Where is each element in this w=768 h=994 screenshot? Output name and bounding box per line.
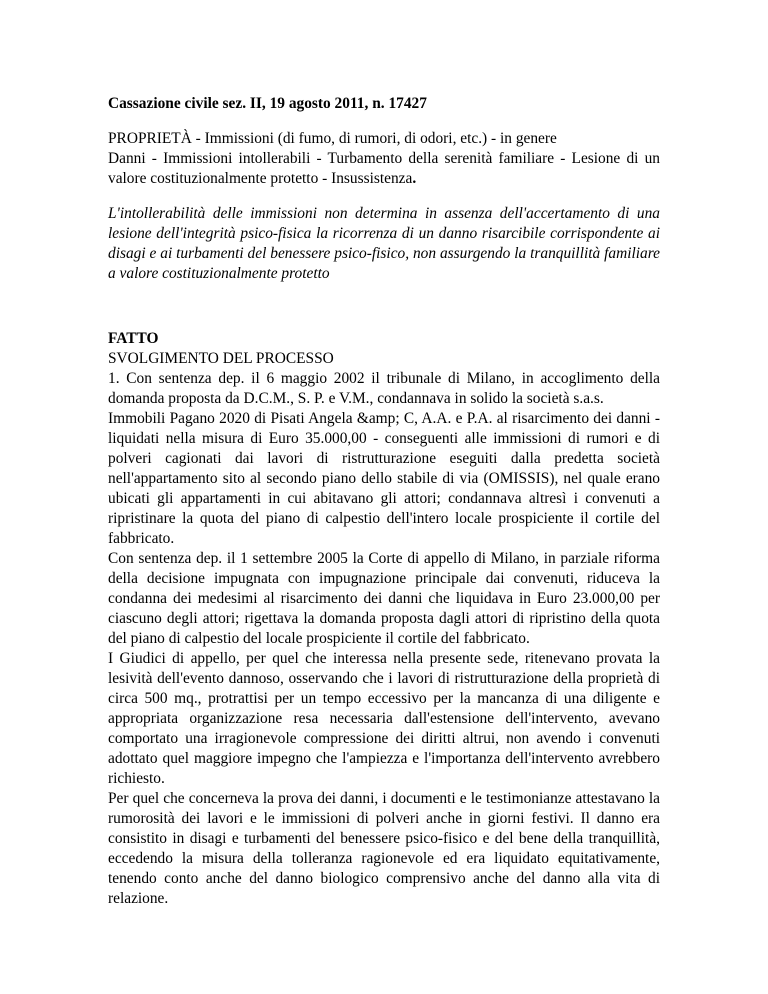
document-page bbox=[108, 94, 660, 909]
classification-line-1: PROPRIETÀ - Immissioni (di fumo, di rumori, di odori, etc.) - in genere bbox=[108, 130, 557, 147]
classification-line-2-period: . bbox=[412, 170, 417, 187]
classification-block bbox=[108, 129, 660, 189]
classification-line-2-text: Danni - Immissioni intollerabili - Turbamento della serenità familiare - Lesione di un valore costituzionalmente protetto - Insussistenza bbox=[108, 150, 660, 187]
paragraph: I Giudici di appello, per quel che interessa nella presente sede, ritenevano provata la lesività dell'evento dannoso, osservando che i lavori di ristrutturazione della proprietà di circa 500 mq., protrattisi per un tempo eccessivo per la mancanza di una diligente e appropriata organizzazione resa necessaria dall'estensione dell'intervento, avevano comportato una irragionevole compressione dei diritti altrui, non avendo i convenuti adottato quel maggiore impegno che l'ampiezza e l'importanza dell'intervento avrebbero richiesto. bbox=[108, 650, 660, 787]
paragraph: 1. Con sentenza dep. il 6 maggio 2002 il tribunale di Milano, in accoglimento della domanda proposta da D.C.M., S. P. e V.M., condannava in solido la società s.a.s. bbox=[108, 370, 660, 407]
paragraph: Per quel che concerneva la prova dei danni, i documenti e le testimonianze attestavano la rumorosità dei lavori e le immissioni di polveri anche in giorni festivi. Il danno era consistito in disagi e turbamenti del benessere psico-fisico e del bene della tranquillità, eccedendo la misura della tolleranza ragionevole ed era liquidato equitativamente, tenendo conto anche del danno biologico comprensivo anche del danno alla vita di relazione. bbox=[108, 790, 660, 907]
document-title: Cassazione civile sez. II, 19 agosto 2011, n. 17427 bbox=[108, 95, 427, 112]
paragraph: Immobili Pagano 2020 di Pisati Angela &amp; C, A.A. e P.A. al risarcimento dei danni - liquidati nella misura di Euro 35.000,00 - conseguenti alle immissioni di rumori e di polveri cagionati dai lavori di ristrutturazione eseguiti dalla predetta società nell'appartamento sito al secondo piano dello stabile di via (OMISSIS), nel quale erano ubicati gli appartamenti in cui abitavano gli attori; condannava altresì i convenuti a ripristinare la quota del piano di calpestio dell'intero locale prospiciente il cortile del fabbricato. bbox=[108, 410, 660, 547]
maxim-text: L'intollerabilità delle immissioni non determina in assenza dell'accertamento di una lesione dell'integrità psico-fisica la ricorrenza di un danno risarcibile corrispondente ai disagi e ai turbamenti del benessere psico-fisico, non assurgendo la tranquillità familiare a valore costituzionalmente protetto bbox=[108, 205, 660, 282]
maxim-block bbox=[108, 204, 660, 284]
fatto-section bbox=[108, 329, 660, 909]
classification-line-2 bbox=[108, 149, 660, 189]
paragraph: Con sentenza dep. il 1 settembre 2005 la Corte di appello di Milano, in parziale riforma della decisione impugnata con impugnazione principale dai convenuti, riduceva la condanna dei medesimi al risarcimento dei danni che liquidava in Euro 23.000,00 per ciascuno degli attori; rigettava la domanda proposta dagli attori di ripristino della quota del piano di calpestio del locale prospiciente il cortile del fabbricato. bbox=[108, 550, 660, 647]
subheading: SVOLGIMENTO DEL PROCESSO bbox=[108, 350, 334, 367]
section-heading: FATTO bbox=[108, 330, 159, 347]
